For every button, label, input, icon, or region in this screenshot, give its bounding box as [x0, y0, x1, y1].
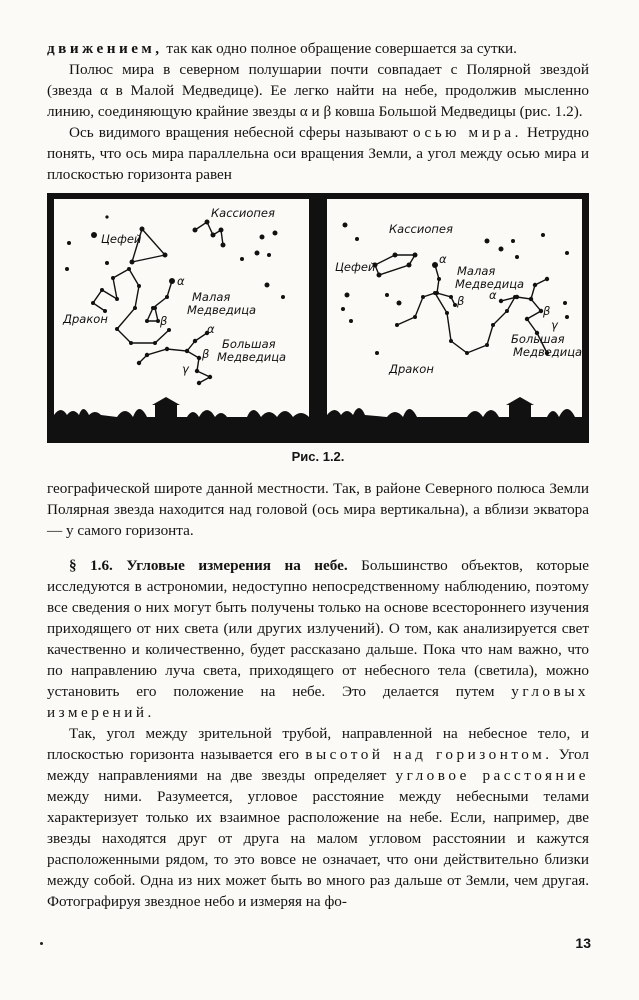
label-ursa-minor-2: Медведица [187, 303, 257, 317]
label-draco: Дракон [63, 312, 108, 326]
paragraph-text: Нетрудно понять, что ось мира параллельна оси вращения Земли, а угол между осью мира и плоскостью горизонта равен [47, 124, 589, 183]
paragraph-text: Большинство объектов, которые исследуются в астрономии, недоступно непосредственному наблюдению, поэтому все сведения о них могут быть получены только на основе всестороннего изучения приходящего от них света (или других излучений). О том, как анализируется свет качественно и количественно, будет рассказано дальше. Пока что нам важно, что по направлению луча света, приходящего от небесного тела (светила), можно установить его положение на небе. Это делается путем [47, 557, 589, 700]
paragraph-text: Так, угол между зрительной трубой, направленной на небесное тело, и плоскостью горизонта называется его [47, 725, 589, 763]
paragraph-text: Ось видимого вращения небесной сферы называют [69, 124, 413, 141]
label-ursa-major-2: Медведица [217, 350, 287, 364]
paragraph-text: между ними. Разумеется, угловое расстояние между небесными телами характеризует только их взаимное расположение на небе. Если, например, две звезды находятся друг от друга на малом угловом расстоянии и кажутся расположенными рядом, то это вовсе не означает, что они действительно близки между собой. Одна из них может быть во много раз дальше от Земли, чем другая. Фотографируя звездное небо и измеряя на фо- [47, 788, 589, 910]
page-speck [40, 942, 43, 945]
paragraph-1 [47, 38, 589, 59]
label-ursa-major-1: Большая [511, 332, 565, 346]
paragraph-text: Угол между направлениями на две звезды определяет [47, 746, 589, 784]
label-ursa-major-2: Медведица [513, 345, 583, 359]
label-cassiopeia: Кассиопея [211, 206, 275, 220]
label-cepheus: Цефей [101, 232, 142, 246]
label-alpha: α [177, 274, 185, 288]
page-number: 13 [575, 935, 591, 951]
paragraph-2: Полюс мира в северном полушарии почти совпадает с Полярной звездой (звезда α в Малой Медведице). Ее легко найти на небе, продолжив мысленно линию, соединяющую крайние звезды α и β ковша Большой Медведицы (рис. 1.2). [47, 61, 589, 120]
label-alpha: α [439, 252, 447, 266]
paragraph-4: географической широте данной местности. Так, в районе Северного полюса Земли Полярная звезда находится над головой (ось мира вертикальна), а вблизи экватора — у самого горизонта. [47, 480, 589, 539]
star-chart-svg [47, 193, 589, 443]
label-ursa-major-1: Большая [222, 337, 276, 351]
label-beta: β [202, 347, 210, 361]
label-ursa-minor-1: Малая [457, 264, 496, 278]
paragraph-6 [47, 723, 589, 912]
spaced-term: движением, [47, 40, 163, 57]
label-beta: β [457, 294, 465, 308]
spaced-term: высотой над горизонтом. [305, 746, 553, 763]
label-beta: β [543, 304, 551, 318]
paragraph-3 [47, 122, 589, 185]
label-ursa-minor-2: Медведица [455, 277, 525, 291]
label-gamma: γ [551, 318, 558, 332]
paragraph-5 [47, 555, 589, 723]
figure-star-charts [47, 193, 589, 443]
spaced-term: угловых измерений. [47, 683, 589, 721]
label-cepheus: Цефей [335, 260, 376, 274]
label-ursa-minor-1: Малая [192, 290, 231, 304]
label-cassiopeia: Кассиопея [389, 222, 453, 236]
label-beta: β [160, 314, 168, 328]
spaced-term: осью мира. [413, 124, 522, 141]
section-heading: § 1.6. Угловые измерения на небе. [69, 557, 348, 574]
label-alpha: α [207, 322, 215, 336]
label-gamma: γ [182, 362, 189, 376]
spaced-term: угловое расстояние [395, 767, 590, 784]
label-alpha: α [489, 288, 497, 302]
figure-caption: Рис. 1.2. [291, 449, 345, 464]
page-content [47, 38, 589, 912]
paragraph-text: так как одно полное обращение совершается за сутки. [162, 40, 517, 57]
label-draco: Дракон [389, 362, 434, 376]
